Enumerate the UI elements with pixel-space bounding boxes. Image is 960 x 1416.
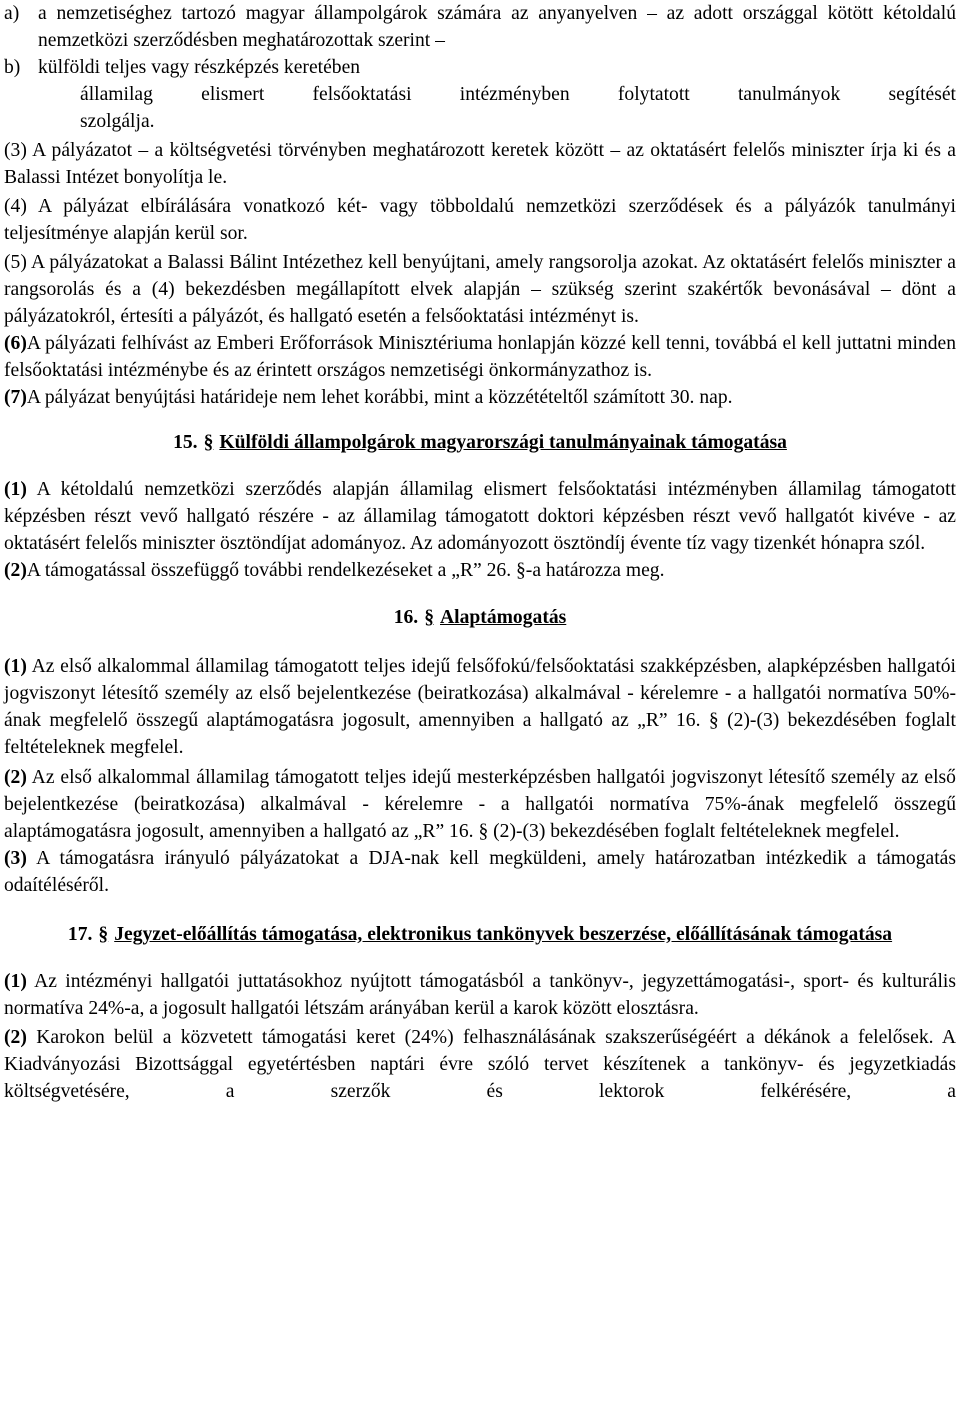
paragraph-text: A pályázat elbírálására vonatkozó két- vagy többoldalú nemzetközi szerződések és a pályázók tanulmányi teljesítménye alapján kerül sor. (4, 196, 956, 244)
section-title: Jegyzet-előállítás támogatása, elektronikus tankönyvek beszerzése, előállításának támogatása (114, 924, 893, 945)
section-17-heading (4, 921, 956, 948)
paragraph-text: Az első alkalommal államilag támogatott teljes idejű felsőfokú/felsőoktatási szakképzésben, alapképzésben hallgatói jogviszonyt létesítő személy az első bejelentkezése (beiratkozása) alkalmával - kérelemre - a hallgatói normatíva 50%-ának megfelelő összegű alaptámogatásra jogosult, amennyiben a hallgató az „R” 16. § (2)-(3) bekezdésében foglalt feltételeknek megfelel. (4, 656, 956, 758)
paragraph-3 (4, 137, 956, 191)
paragraph-number: (6) (4, 333, 27, 354)
s16-paragraph-3 (4, 845, 956, 899)
paragraph-text: Az első alkalommal államilag támogatott teljes idejű mesterképzésben hallgatói jogviszonyt létesítő személy az első bejelentkezése (beiratkozása) alkalmával - kérelemre - a hallgatói normatíva 75%-ának megfelelő összegű alaptámogatásra jogosult, amennyiben a hallgató az „R” 16. § (2)-(3) bekezdésében foglalt feltételeknek megfelel. (4, 767, 956, 842)
paragraph-number: (2) (4, 767, 27, 788)
document-page (4, 0, 956, 1105)
paragraph-text: A támogatásra irányuló pályázatokat a DJA-nak kell megküldeni, amely határozatban intézkedik a támogatás odaítéléséről. (4, 848, 956, 896)
paragraph-number: (5) (4, 252, 27, 273)
section-15-heading (4, 429, 956, 456)
s17-paragraph-1 (4, 968, 956, 1022)
paragraph-7 (4, 384, 956, 411)
paragraph-number: (2) (4, 560, 27, 581)
paragraph-text: A kétoldalú nemzetközi szerződés alapján államilag elismert felsőoktatási intézményben államilag támogatott képzésben részt vevő hallgató részére - az államilag támogatott doktori képzésben részt vevő hallgatót kivéve - az oktatásért felelős miniszter ösztöndíjat adományoz. Az adományozott ösztöndíj évente tíz vagy tizenkét hónapra szól. (4, 479, 956, 554)
paragraph-number: (3) (4, 140, 27, 161)
list-text-line: külföldi teljes vagy részképzés keretében (38, 57, 361, 78)
section-title: Külföldi állampolgárok magyarországi tanulmányainak támogatása (219, 432, 787, 453)
paragraph-6 (4, 330, 956, 384)
s15-paragraph-1 (4, 476, 956, 557)
section-16-heading (4, 604, 956, 631)
list-item-a (4, 0, 956, 54)
paragraph-text: A pályázatot – a költségvetési törvényben meghatározott keretek között – az oktatásért felelős miniszter írja ki és a Balassi Intézet bonyolítja le. (4, 140, 956, 188)
list-body (38, 54, 956, 135)
list-marker: b) (4, 57, 21, 78)
s16-paragraph-2 (4, 764, 956, 845)
list-text-line: szolgálja. (80, 111, 155, 132)
paragraph-text: Karokon belül a közvetett támogatási keret (24%) felhasználásának szakszerűségéért a dékánok a felelősek. A Kiadványozási Bizottsággal egyetértésben naptári évre szóló tervet készítenek a tankönyv- és jegyzetkiadás költségvetésére, a szerzők és lektorok felkérésére, a (4, 1027, 956, 1102)
s17-paragraph-2 (4, 1024, 956, 1105)
paragraph-5 (4, 249, 956, 330)
list-item-b (4, 54, 956, 135)
paragraph-number: (1) (4, 971, 27, 992)
list-text-line: államilag elismert felsőoktatási intézményben folytatott tanulmányok segítését (80, 84, 956, 105)
section-sign: § (98, 924, 109, 945)
section-number: 17. (67, 924, 93, 945)
section-number: 16. (393, 607, 419, 628)
paragraph-text: Az intézményi hallgatói juttatásokhoz nyújtott támogatásból a tankönyv-, jegyzettámogatási-, sport- és kulturális normatíva 24%-a, a jogosult hallgatói létszám arányában kerül a karok között elosztásra. (4, 971, 956, 1019)
paragraph-number: (7) (4, 387, 27, 408)
paragraph-text: A pályázati felhívást az Emberi Erőforrások Minisztériuma honlapján közzé kell tenni, továbbá el kell juttatni minden felsőoktatási intézménybe és az érintett országos nemzetiségi önkormányzathoz is. (4, 333, 956, 381)
paragraph-number: (3) (4, 848, 27, 869)
paragraph-4 (4, 193, 956, 247)
paragraph-text: A pályázat benyújtási határideje nem lehet korábbi, mint a közzétételtől számított 30. nap. (26, 387, 733, 408)
paragraph-number: (1) (4, 479, 27, 500)
list-text: a nemzetiséghez tartozó magyar állampolgárok számára az anyanyelven – az adott országgal kötött kétoldalú nemzetközi szerződésben meghatározottak szerint – (38, 3, 956, 51)
section-title: Alaptámogatás (440, 607, 567, 628)
section-sign: § (203, 432, 214, 453)
paragraph-text: A pályázatokat a Balassi Bálint Intézethez kell benyújtani, amely rangsorolja azokat. Az oktatásért felelős miniszter a rangsorolás és a (4) bekezdésben megállapított elvek alapján – szükség szerint szakértők bevonásával – dönt a pályázatokról, értesíti a pályázót, és hallgató esetén a felsőoktatási intézményt is. (4, 252, 956, 327)
paragraph-number: (4) (4, 196, 27, 217)
paragraph-number: (2) (4, 1027, 27, 1048)
s16-paragraph-1 (4, 653, 956, 761)
list-marker: a) (4, 3, 20, 24)
paragraph-text: A támogatással összefüggő további rendelkezéseket a „R” 26. §-a határozza meg. (26, 560, 665, 581)
section-number: 15. (173, 432, 198, 453)
section-sign: § (424, 607, 434, 628)
s15-paragraph-2 (4, 557, 956, 584)
paragraph-number: (1) (4, 656, 27, 677)
